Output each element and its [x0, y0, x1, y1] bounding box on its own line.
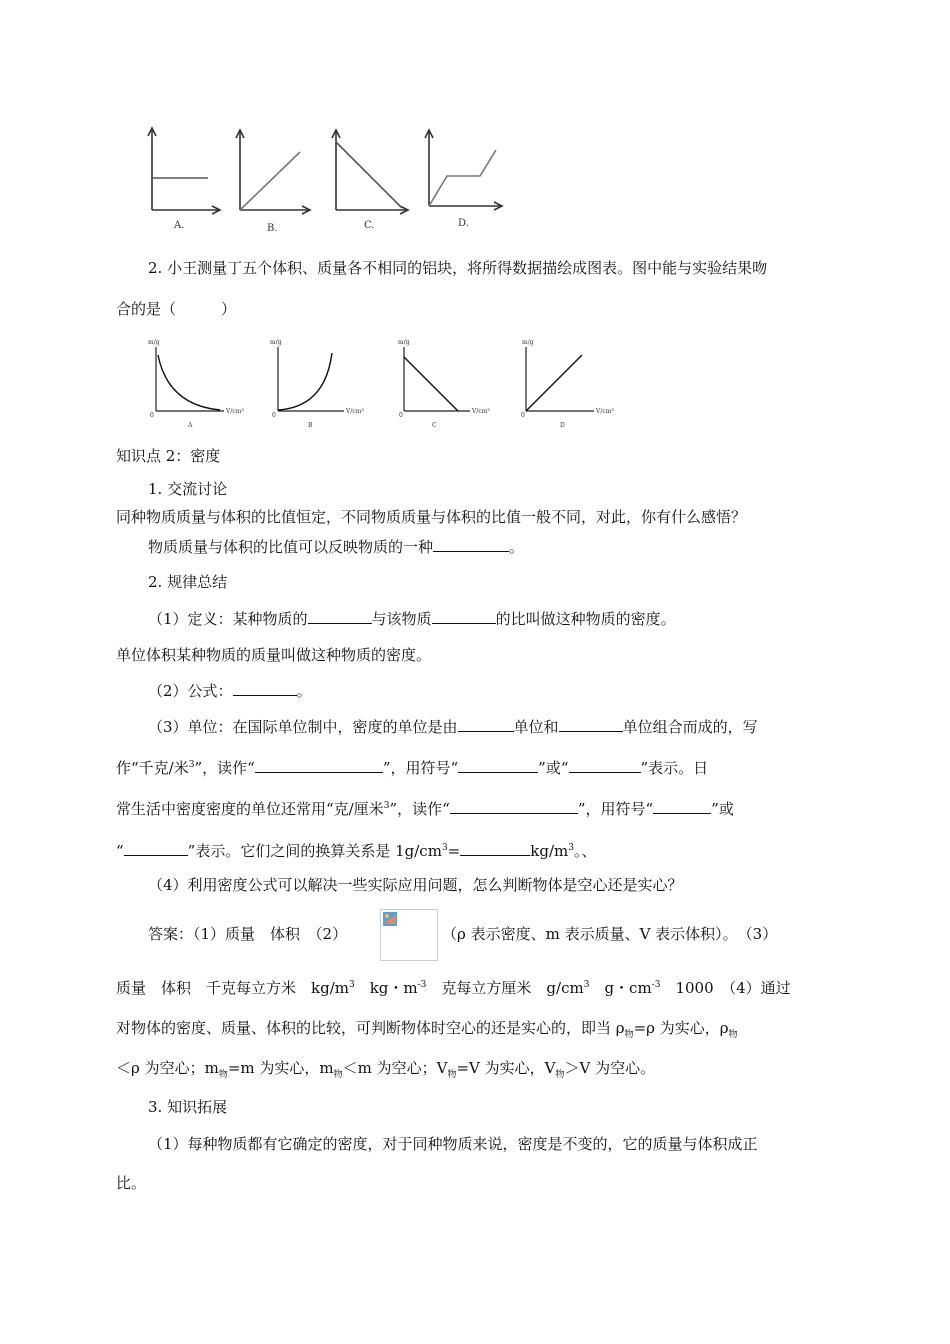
- formula-line: [148, 680, 312, 701]
- graph-a: [148, 128, 220, 214]
- answer-line3: [116, 1018, 738, 1038]
- blank-field[interactable]: [450, 798, 578, 814]
- blank-field[interactable]: [559, 716, 623, 732]
- unit4-text-d: kg/m: [530, 842, 569, 860]
- graph2-b-xlabel: V/cm³: [346, 408, 364, 415]
- graph2-a-origin: 0: [150, 412, 154, 419]
- graph2-b-ylabel: m/g: [270, 339, 282, 346]
- s1-title: 1. 交流讨论: [148, 480, 228, 498]
- ans4-text-d: =V 为实心，V: [456, 1059, 556, 1077]
- def-text-b: 与该物质: [371, 610, 432, 628]
- graph-b-label: B.: [267, 223, 278, 234]
- q2-line2: 合的是（ ）: [116, 300, 237, 318]
- ans2-sup3: 3: [583, 980, 590, 990]
- unit2-sup: 3: [188, 760, 195, 770]
- graph-a-label: A.: [174, 220, 185, 231]
- unit3-text-c: ”，用符号“: [577, 800, 654, 818]
- graph-c-label: C.: [364, 220, 375, 231]
- def-text-a: （1）定义：某种物质的: [148, 610, 308, 628]
- ans4-text-a: ＜ρ 为空心；m: [116, 1059, 219, 1077]
- graph2-b-origin: 0: [272, 412, 276, 419]
- unit2-text-c: ”，用符号“: [382, 759, 459, 777]
- answer-line2: [116, 978, 791, 998]
- graph2-c-xlabel: V/cm³: [472, 408, 490, 415]
- unit-text-a: （3）单位：在国际单位制中，密度的单位是由: [148, 718, 458, 736]
- graph2-d-label: D: [560, 422, 565, 429]
- def-text-c: 的比叫做这种物质的密度。: [495, 610, 676, 628]
- s2-title: 2. 规律总结: [148, 573, 228, 591]
- ans2-text: 质量 体积 千克每立方米 kg/m: [116, 979, 349, 997]
- answer-line1-b: （ρ 表示密度、m 表示质量、V 表示体积）。 （3）: [442, 925, 778, 943]
- graphs-row-1: [140, 120, 520, 240]
- ans3-sub2: 物: [728, 1030, 738, 1040]
- ans4-sub1: 物: [218, 1070, 228, 1080]
- unit4-text-b: ”表示。它们之间的换算关系是 1g/cm: [187, 842, 442, 860]
- ans2-text-e: 1000 （4）通过: [660, 979, 791, 997]
- blank-field[interactable]: [460, 840, 530, 856]
- graph2-a-xlabel: V/cm³: [226, 408, 244, 415]
- unit4-sup2: 3: [568, 843, 574, 853]
- answer-line1-a: 答案：（1）质量 体积 （2）: [148, 925, 348, 943]
- unit-text-b: 单位和: [513, 718, 559, 736]
- unit-line4: [116, 840, 596, 861]
- ext-line2: 比。: [116, 1174, 147, 1192]
- broken-image-icon: [381, 910, 437, 960]
- graph-d-label: D.: [458, 218, 469, 229]
- ans4-text-b: =m 为实心，m: [227, 1059, 334, 1077]
- ans3-sub1: 物: [624, 1030, 634, 1040]
- graph2-d-origin: 0: [521, 412, 525, 419]
- unit4-text-e: 。、: [573, 842, 597, 860]
- blank-field[interactable]: [308, 608, 372, 624]
- unit-line1: [148, 716, 758, 737]
- graph2-c-ylabel: m/g: [398, 339, 410, 346]
- unit2-text-e: ”表示。日: [640, 759, 709, 777]
- blank-field[interactable]: [233, 680, 297, 696]
- unit-line2: [116, 757, 708, 778]
- definition-line2: 单位体积某种物质的质量叫做这种物质的密度。: [116, 646, 432, 664]
- ans4-text-c: ＜m 为空心；V: [342, 1059, 448, 1077]
- ans2-sup4: -3: [651, 980, 661, 990]
- s3-title: 3. 知识拓展: [148, 1098, 228, 1116]
- blank-field[interactable]: [433, 536, 509, 552]
- graph2-a: [156, 347, 224, 411]
- graph2-a-label: A: [188, 422, 193, 429]
- ans4-text-e: ＞V 为空心。: [564, 1059, 656, 1077]
- s1-line1: 同种物质质量与体积的比值恒定，不同物质质量与体积的比值一般不同，对此，你有什么感悟？: [116, 508, 747, 526]
- ans2-text-b: kg・m: [354, 979, 418, 997]
- blank-field[interactable]: [458, 716, 514, 732]
- graph2-c-origin: 0: [399, 412, 403, 419]
- unit3-text-b: ”，读作“: [389, 800, 450, 818]
- ans2-sup: 3: [348, 980, 355, 990]
- ans3-text-a: 对物体的密度、质量、体积的比较，可判断物体时空心的还是实心的，即当 ρ: [116, 1019, 625, 1037]
- unit3-text-a: 常生活中密度密度的单位还常用“克/厘米: [116, 800, 384, 818]
- graphs-row-2: [140, 335, 630, 435]
- unit3-text-d: ”或: [711, 800, 734, 818]
- graph2-b-label: B: [308, 422, 313, 429]
- blank-field[interactable]: [124, 840, 188, 856]
- s1-line2-end: 。: [509, 538, 525, 556]
- graph2-d: [526, 347, 594, 411]
- blank-field[interactable]: [653, 798, 711, 814]
- graph-b: [236, 130, 310, 214]
- blank-field[interactable]: [432, 608, 496, 624]
- q2-line1: 2. 小王测量丁五个体积、质量各不相同的铝块，将所得数据描绘成图表。图中能与实验结果吻: [148, 259, 768, 277]
- ans3-text-b: =ρ 为实心，ρ: [633, 1019, 729, 1037]
- s1-line2-text: 物质质量与体积的比值可以反映物质的一种: [148, 538, 434, 556]
- ans2-text-c: 克每立方厘米 g/cm: [426, 979, 584, 997]
- answer-line4: [116, 1058, 655, 1078]
- formula-end: 。: [296, 682, 312, 700]
- blank-field[interactable]: [255, 757, 383, 773]
- blank-field[interactable]: [458, 757, 538, 773]
- graph-d: [425, 130, 502, 210]
- ans4-sub4: 物: [555, 1070, 565, 1080]
- ans2-text-d: g・cm: [589, 979, 652, 997]
- unit2-text-d: ”或“: [538, 759, 569, 777]
- graph2-d-xlabel: V/cm³: [596, 408, 614, 415]
- unit2-text-a: 作“千克/米: [116, 759, 189, 777]
- unit-line3: [116, 798, 734, 819]
- unit2-text-b: ”，读作“: [194, 759, 255, 777]
- graph-c: [332, 130, 408, 214]
- graph2-d-ylabel: m/g: [522, 339, 534, 346]
- unit4-sup: 3: [441, 843, 448, 853]
- formula-image: [380, 909, 438, 961]
- use-line: （4）利用密度公式可以解决一些实际应用问题，怎么判断物体是空心还是实心？: [148, 876, 683, 894]
- ans4-sub2: 物: [333, 1070, 343, 1080]
- unit3-sup: 3: [383, 801, 390, 811]
- ans4-sub3: 物: [447, 1070, 457, 1080]
- ext-line1: （1）每种物质都有它确定的密度，对于同种物质来说，密度是不变的，它的质量与体积成正: [148, 1135, 758, 1153]
- graph2-a-ylabel: m/g: [148, 339, 160, 346]
- formula-text: （2）公式：: [148, 682, 233, 700]
- unit4-text-a: “: [116, 842, 124, 860]
- blank-field[interactable]: [569, 757, 641, 773]
- kp2-title: 知识点 2：密度: [116, 447, 221, 465]
- unit4-text-c: =: [447, 842, 461, 860]
- graph2-c-label: C: [432, 422, 437, 429]
- graph2-b: [278, 347, 344, 411]
- unit-text-c: 单位组合而成的，写: [622, 718, 758, 736]
- ans2-sup2: -3: [417, 980, 427, 990]
- s1-line2: [148, 536, 524, 557]
- definition-line: [148, 608, 676, 629]
- graph2-c: [404, 347, 470, 411]
